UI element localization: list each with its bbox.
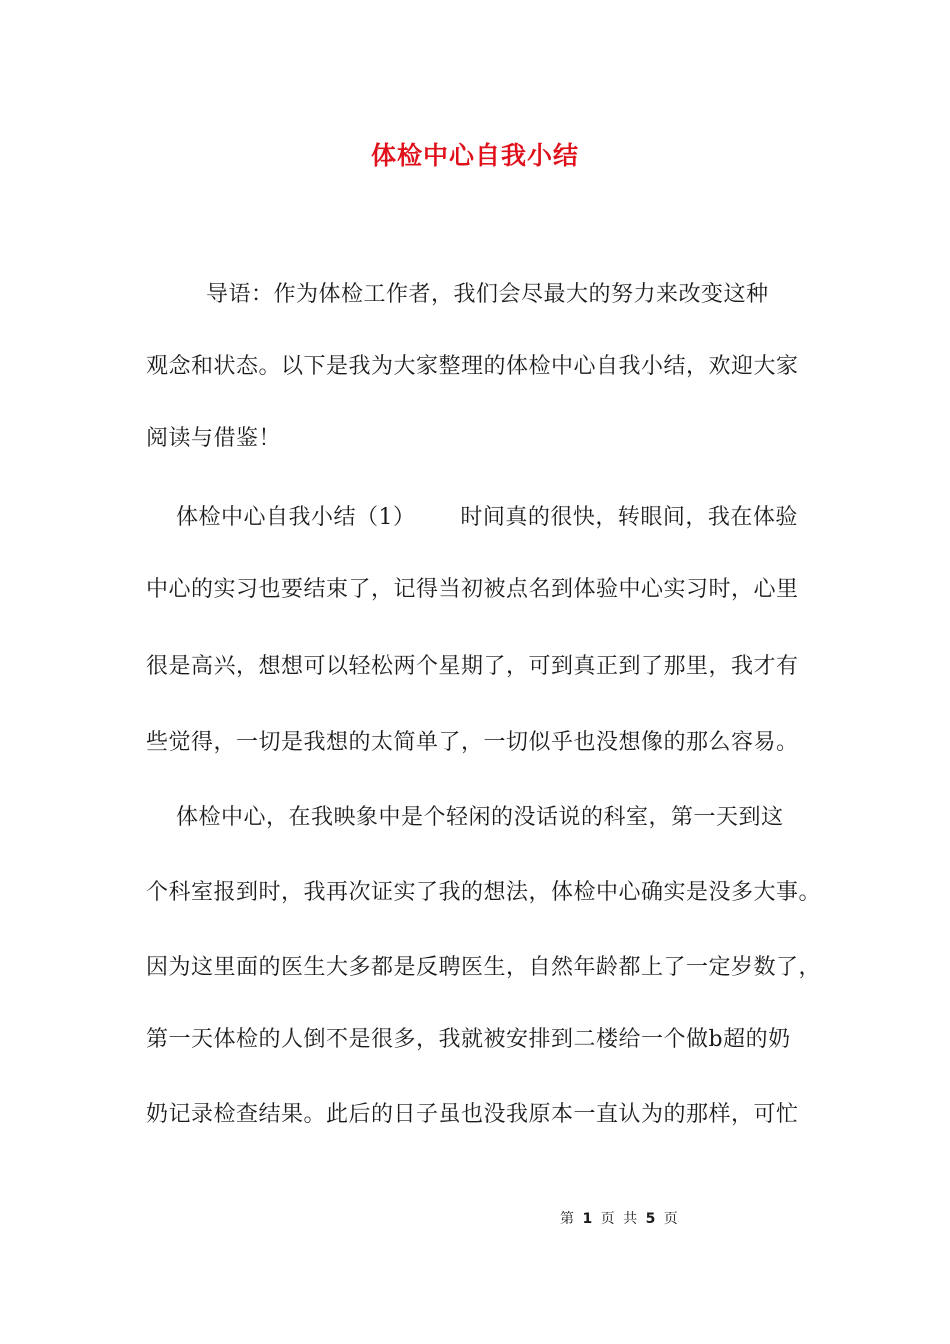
paragraph-line: 第一天体检的人倒不是很多，我就被安排到二楼给一个做b超的奶: [146, 1027, 791, 1052]
paragraph-line: 些觉得，一切是我想的太简单了，一切似乎也没想像的那么容易。: [146, 730, 799, 755]
paragraph-line: 观念和状态。以下是我为大家整理的体检中心自我小结，欢迎大家: [146, 354, 799, 379]
paragraph-line: 因为这里面的医生大多都是反聘医生，自然年龄都上了一定岁数了，: [146, 955, 822, 980]
paragraph-line: 导语：作为体检工作者，我们会尽最大的努力来改变这种: [146, 282, 769, 307]
paragraph-line: 奶记录检查结果。此后的日子虽也没我原本一直认为的那样，可忙: [146, 1102, 799, 1127]
footer-middle: 页 共: [600, 1211, 640, 1227]
footer-prefix: 第: [560, 1211, 576, 1227]
paragraph-line: 个科室报到时，我再次证实了我的想法，体检中心确实是没多大事。: [146, 880, 822, 905]
document-title: 体检中心自我小结: [370, 141, 579, 170]
paragraph-line: 体检中心自我小结（1） 时间真的很快，转眼间，我在体验: [146, 505, 798, 530]
paragraph-line: 中心的实习也要结束了，记得当初被点名到体验中心实习时，心里: [146, 577, 799, 602]
current-page-number: 1: [582, 1211, 595, 1227]
total-pages-number: 5: [645, 1211, 658, 1227]
paragraph-line: 很是高兴，想想可以轻松两个星期了，可到真正到了那里，我才有: [146, 654, 799, 679]
page-footer: [560, 1208, 680, 1228]
footer-suffix: 页: [663, 1211, 680, 1227]
paragraph-line: 阅读与借鉴！: [146, 426, 282, 451]
paragraph-line: 体检中心，在我映象中是个轻闲的没话说的科室，第一天到这: [146, 805, 784, 830]
